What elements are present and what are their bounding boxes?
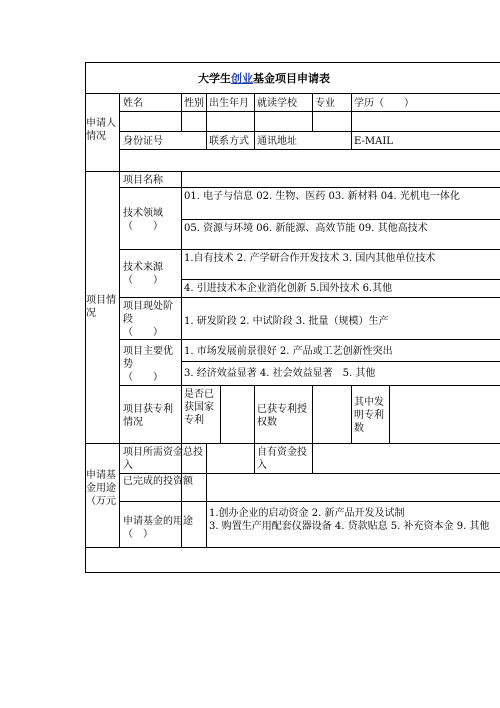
line-project-bottom <box>86 443 500 444</box>
label-major: 专业 <box>315 98 335 109</box>
line-section-col <box>119 93 120 547</box>
project-advantage-options-2: 3. 经济效益显著 4. 社会效益显著 5. 其他 <box>184 368 376 379</box>
line-title-bottom <box>86 93 500 94</box>
section-funding: 申请基金用途（万元 <box>86 470 116 507</box>
label-fund-usage: 申请基金的用途（ ） <box>123 516 193 540</box>
tech-source-options-2: 4. 引进技术本企业消化创新 5.国外技术 6.其他 <box>184 283 393 294</box>
line-email-left <box>351 131 352 149</box>
label-completed-investment: 已完成的投资额 <box>123 476 193 487</box>
line-applicant-school <box>254 93 255 131</box>
label-tech-field: 技术领域 <box>123 208 163 219</box>
label-project-stage: 项目现处阶段 <box>123 301 173 325</box>
line-patent-c1 <box>220 385 221 443</box>
line-funding-c1 <box>206 443 207 501</box>
line-adv-mid <box>182 361 500 362</box>
line-patent-c4 <box>351 385 352 443</box>
line-applicant-row1 <box>120 111 500 112</box>
line-project-name <box>120 187 500 188</box>
label-project-name: 项目名称 <box>123 175 163 186</box>
title-suffix: 基金项目申请表 <box>253 72 330 85</box>
label-birth: 出生年月 <box>209 98 249 109</box>
tech-source-paren: （ ） <box>123 275 163 286</box>
line-funding-bottom <box>86 547 500 548</box>
label-total-investment: 项目所需资金总投入 <box>123 447 203 471</box>
line-source-mid <box>182 279 500 280</box>
label-patent-count: 已获专利授权数 <box>257 404 307 428</box>
label-patent-national: 是否已获国家专利 <box>184 389 214 426</box>
line-patent-c2 <box>254 385 255 443</box>
label-patent-invention: 其中发明专利数 <box>354 397 384 434</box>
line-patent-c5 <box>389 385 390 443</box>
line-funding-c2 <box>254 443 255 473</box>
line-funding-row2 <box>120 501 500 502</box>
tech-field-options-1: 01. 电子与信息 02. 生物、医药 03. 新材料 04. 光机电一体化 <box>184 191 460 202</box>
label-degree: 学历（ ） <box>354 98 414 109</box>
line-sheet-bottom <box>86 572 500 573</box>
tech-field-paren: （ ） <box>123 221 163 232</box>
title-prefix: 大学生 <box>198 72 231 85</box>
line-usage-left <box>206 501 207 547</box>
line-applicant-bottom <box>86 171 500 172</box>
label-school: 就读学校 <box>257 98 297 109</box>
label-name: 姓名 <box>123 98 143 109</box>
label-self-funds: 自有资金投入 <box>257 447 307 471</box>
project-stage-options: 1. 研发阶段 2. 中试阶段 3. 批量（规模）生产 <box>184 316 389 327</box>
label-gender: 性别 <box>184 98 204 109</box>
line-stage-bottom <box>120 339 500 340</box>
line-funding-c3 <box>312 443 313 473</box>
line-funding-row1 <box>120 473 500 474</box>
section-applicant: 申请人情况 <box>86 118 116 142</box>
line-applicant-major <box>312 93 313 131</box>
line-applicant-gender <box>181 93 182 131</box>
line-applicant-row2 <box>120 131 500 132</box>
tech-field-options-2: 05. 资源与环境 06. 新能源、高效节能 09. 其他高技术 <box>184 223 428 234</box>
line-address-left <box>254 131 255 149</box>
label-address: 通讯地址 <box>257 136 297 147</box>
label-project-advantage: 项目主要优势 <box>123 346 173 370</box>
project-advantage-options-1: 1. 市场发展前景很好 2. 产品或工艺创新性突出 <box>184 346 393 357</box>
tech-source-options-1: 1.自有技术 2. 产学研合作开发技术 3. 国内其他单位技术 <box>184 253 436 264</box>
fund-usage-options-1: 1.创办企业的启动资金 2. 新产品开发及试制 <box>209 508 405 519</box>
fund-usage-options-2: 3. 购置生产用配套仪器设备 4. 贷款贴息 5. 补充资本金 9. 其他 <box>209 521 490 532</box>
line-applicant-row3 <box>120 149 500 150</box>
title-link[interactable]: 创业 <box>231 72 253 85</box>
line-source-bottom <box>120 297 500 298</box>
line-field-bottom <box>120 249 500 250</box>
label-email: E-MAIL <box>354 136 393 147</box>
project-stage-paren: （ ） <box>123 327 163 338</box>
section-project: 项目情况 <box>86 295 116 319</box>
line-contact-left <box>206 131 207 149</box>
label-id-card: 身份证号 <box>123 136 163 147</box>
line-patent-c3 <box>312 385 313 443</box>
form-title <box>198 72 330 85</box>
application-form <box>85 62 500 573</box>
label-contact: 联系方式 <box>209 136 249 147</box>
line-adv-bottom <box>120 385 500 386</box>
label-tech-source: 技术来源 <box>123 262 163 273</box>
label-patent-status: 项目获专利情况 <box>123 404 173 428</box>
line-applicant-birth <box>206 93 207 131</box>
line-label-col <box>181 171 182 547</box>
project-advantage-paren: （ ） <box>123 372 163 383</box>
line-field-mid <box>182 219 500 220</box>
line-applicant-degree <box>351 93 352 131</box>
